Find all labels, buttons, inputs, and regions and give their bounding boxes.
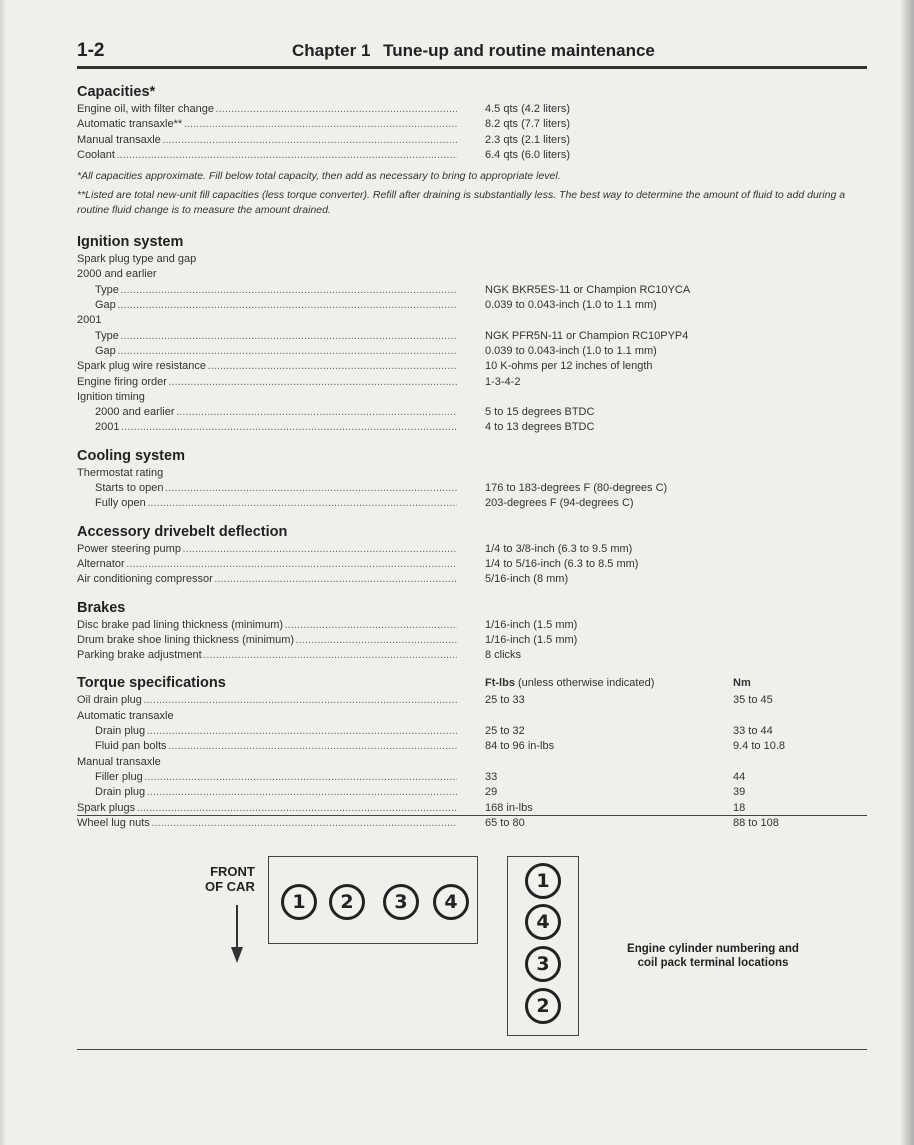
spec-row — [77, 133, 877, 148]
spec-row — [77, 542, 877, 557]
spec-value: 5/16-inch (8 mm) — [485, 573, 569, 586]
spec-heading — [77, 313, 877, 328]
cylinder-3-marker: 3 — [383, 884, 419, 920]
torque-col-nm: Nm — [733, 677, 751, 690]
spec-label: Spark plug wire resistance . . . — [77, 359, 457, 374]
spec-label: Engine oil, with filter change . . . — [77, 102, 457, 117]
torque-row — [77, 801, 877, 816]
spec-row — [77, 557, 877, 572]
spec-value: 5 to 15 degrees BTDC — [485, 406, 595, 419]
spec-row — [77, 329, 877, 344]
spec-heading — [77, 267, 877, 282]
spec-label: Automatic transaxle** . . . — [77, 117, 457, 132]
spec-value: 8 clicks — [485, 649, 522, 662]
spec-label: Wheel lug nuts . . . — [77, 816, 457, 831]
torque-row — [77, 816, 877, 831]
spec-row — [77, 481, 877, 496]
torque-nm: 9.4 to 10.8 — [733, 740, 785, 753]
chapter-title — [292, 41, 655, 61]
coil-terminal-1-marker: 1 — [525, 863, 561, 899]
spec-value: 1/4 to 5/16-inch (6.3 to 8.5 mm) — [485, 557, 639, 570]
spec-value: 4 to 13 degrees BTDC — [485, 421, 595, 434]
torque-ftlbs: 65 to 80 — [485, 816, 525, 829]
specifications-content — [77, 82, 877, 831]
engine-block-diagram — [268, 856, 478, 944]
spec-label: 2000 and earlier . . . — [95, 405, 457, 420]
spec-label: Gap . . . — [95, 298, 457, 313]
spec-label: Fully open . . . — [95, 496, 457, 511]
coil-terminal-2-marker: 2 — [525, 988, 561, 1024]
spec-heading — [77, 709, 877, 724]
spec-row — [77, 344, 877, 359]
spec-value: 1/16-inch (1.5 mm) — [485, 618, 578, 631]
spec-value: 0.039 to 0.043-inch (1.0 to 1.1 mm) — [485, 344, 657, 357]
spec-label: Automatic transaxle — [77, 709, 174, 722]
spec-row — [77, 618, 877, 633]
coil-terminal-4-marker: 4 — [525, 904, 561, 940]
spec-heading — [77, 466, 877, 481]
spec-row — [77, 648, 877, 663]
torque-col-ftlbs-note: (unless otherwise indicated) — [518, 677, 655, 690]
torque-ftlbs: 25 to 32 — [485, 725, 525, 738]
front-label-line1: FRONT — [210, 864, 255, 879]
torque-title: Torque specifications — [77, 675, 226, 692]
front-of-car-label — [205, 864, 255, 894]
torque-ftlbs: 84 to 96 in-lbs — [485, 740, 555, 753]
torque-col-ftlbs-unit: Ft-lbs — [485, 677, 515, 690]
spec-value: 176 to 183-degrees F (80-degrees C) — [485, 482, 668, 495]
spec-label: Fluid pan bolts . . . — [95, 739, 457, 754]
torque-row — [77, 770, 877, 785]
torque-ftlbs: 33 — [485, 770, 498, 783]
spec-value: 4.5 qts (4.2 liters) — [485, 103, 570, 115]
figure-rule-top — [77, 815, 867, 816]
cooling-title: Cooling system — [77, 447, 185, 464]
spec-row — [77, 359, 877, 374]
spec-row — [77, 102, 877, 117]
spec-label: 2001 . . . — [95, 420, 457, 435]
spec-row — [77, 405, 877, 420]
cylinder-4-marker: 4 — [433, 884, 469, 920]
spec-label: Type . . . — [95, 283, 457, 298]
torque-ftlbs: 25 to 33 — [485, 694, 525, 707]
coil-terminal-3-marker: 3 — [525, 946, 561, 982]
chapter-number: Chapter 1 — [292, 41, 371, 60]
spec-label: 2000 and earlier — [77, 268, 157, 281]
spec-label: Drain plug . . . — [95, 785, 457, 800]
spec-value: 2.3 qts (2.1 liters) — [485, 133, 570, 146]
spec-row — [77, 283, 877, 298]
torque-nm: 35 to 45 — [733, 694, 773, 707]
spec-label: Spark plug type and gap — [77, 253, 197, 266]
torque-nm: 18 — [733, 801, 746, 814]
spec-row — [77, 298, 877, 313]
spec-label: Type . . . — [95, 329, 457, 344]
spec-heading — [77, 252, 877, 267]
spec-label: Alternator . . . — [77, 557, 457, 572]
spec-row — [77, 633, 877, 648]
spec-label: Engine firing order . . . — [77, 375, 457, 390]
torque-header-row — [77, 673, 877, 693]
spec-label: Starts to open . . . — [95, 481, 457, 496]
front-arrow-icon — [231, 947, 243, 963]
spec-row — [77, 375, 877, 390]
spec-value: 10 K-ohms per 12 inches of length — [485, 360, 653, 373]
spec-row — [77, 420, 877, 435]
chapter-name: Tune-up and routine maintenance — [383, 41, 655, 60]
spec-value: 6.4 qts (6.0 liters) — [485, 148, 570, 161]
brakes-title: Brakes — [77, 599, 126, 616]
torque-ftlbs: 29 — [485, 786, 498, 799]
spec-label: Ignition timing — [77, 390, 145, 403]
drivebelt-title: Accessory drivebelt deflection — [77, 523, 288, 540]
torque-nm: 33 to 44 — [733, 725, 773, 738]
figure-rule-bottom — [77, 1049, 867, 1050]
torque-row — [77, 724, 877, 739]
torque-nm: 88 to 108 — [733, 816, 779, 829]
spec-row — [77, 572, 877, 587]
torque-row — [77, 785, 877, 800]
spec-label: Coolant . . . — [77, 148, 457, 163]
spec-heading — [77, 390, 877, 405]
spec-label: Filler plug . . . — [95, 770, 457, 785]
spec-value: NGK BKR5ES-11 or Champion RC10YCA — [485, 283, 691, 296]
spec-label: Drum brake shoe lining thickness (minimum) . . . — [77, 633, 457, 648]
ignition-title: Ignition system — [77, 234, 184, 251]
spec-label: Manual transaxle . . . — [77, 133, 457, 148]
figure-caption: Engine cylinder numbering and coil pack terminal locations — [627, 943, 799, 969]
torque-col-ftlbs — [485, 676, 654, 691]
page-shadow-left — [0, 0, 6, 1145]
torque-ftlbs: 168 in-lbs — [485, 801, 533, 814]
spec-value: 0.039 to 0.043-inch (1.0 to 1.1 mm) — [485, 299, 657, 312]
spec-label: 2001 — [77, 314, 102, 327]
spec-label: Drain plug . . . — [95, 724, 457, 739]
capacities-title: Capacities* — [77, 84, 156, 100]
spec-label: Gap . . . — [95, 344, 457, 359]
spec-value: 1-3-4-2 — [485, 375, 521, 388]
torque-nm: 44 — [733, 770, 746, 783]
spec-value: NGK PFR5N-11 or Champion RC10PYP4 — [485, 329, 689, 342]
spec-label: Manual transaxle — [77, 755, 161, 768]
spec-label: Thermostat rating — [77, 466, 164, 479]
spec-row — [77, 496, 877, 511]
spec-label: Spark plugs . . . — [77, 801, 457, 816]
spec-value: 203-degrees F (94-degrees C) — [485, 497, 634, 510]
capacities-footnote-1: *All capacities approximate. Fill below total capacity, then add as necessary to bring to appropriate level. — [77, 170, 561, 183]
header-rule — [77, 66, 867, 69]
spec-label: Disc brake pad lining thickness (minimum) . . . — [77, 618, 457, 633]
page-number: 1-2 — [77, 40, 105, 61]
torque-nm: 39 — [733, 786, 746, 799]
cylinder-1-marker: 1 — [281, 884, 317, 920]
torque-row — [77, 693, 877, 708]
spec-value: 1/16-inch (1.5 mm) — [485, 633, 578, 646]
torque-row — [77, 739, 877, 754]
spec-label: Air conditioning compressor . . . — [77, 572, 457, 587]
front-arrow-shaft — [236, 905, 238, 950]
capacities-footnote-2: **Listed are total new-unit fill capacities (less torque converter). Refill after draining is substantially less. The best way to determine the amount of fluid to add during a routine fluid change is to measure the amount drained. — [77, 189, 846, 217]
spec-label: Power steering pump . . . — [77, 542, 457, 557]
page-shadow-right — [900, 0, 914, 1145]
spec-value: 1/4 to 3/8-inch (6.3 to 9.5 mm) — [485, 542, 633, 555]
spec-heading — [77, 755, 877, 770]
front-label-line2: OF CAR — [205, 879, 255, 894]
cylinder-2-marker: 2 — [329, 884, 365, 920]
spec-label: Parking brake adjustment . . . — [77, 648, 457, 663]
spec-row — [77, 117, 877, 132]
spec-row — [77, 148, 877, 163]
spec-label: Oil drain plug . . . — [77, 693, 457, 708]
spec-value: 8.2 qts (7.7 liters) — [485, 118, 570, 131]
coil-pack-diagram — [507, 856, 579, 1036]
